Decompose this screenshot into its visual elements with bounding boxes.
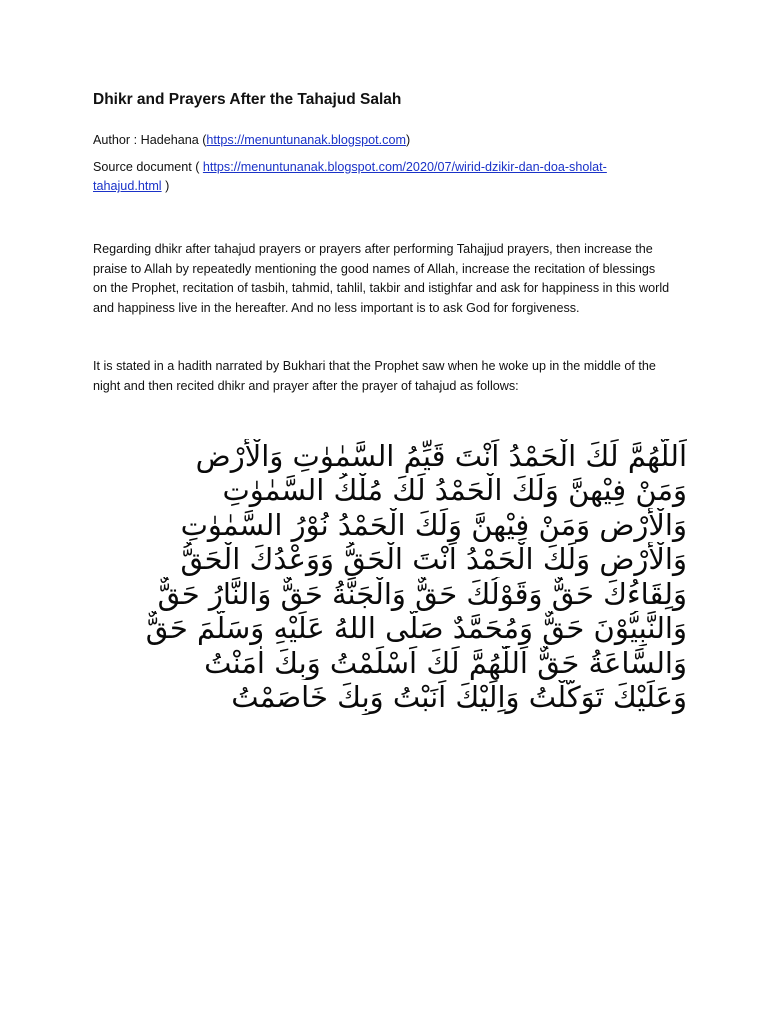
arabic-line-6: وَالنَّبِيُّوْنَ حَقٌّ وَمُحَمَّدٌ صَلَّى اللهُ عَلَيْهِ وَسَلَّمَ حَقٌّ xyxy=(145,611,687,646)
document-title: Dhikr and Prayers After the Tahajud Salah xyxy=(93,91,402,108)
intro-paragraph: Regarding dhikr after tahajud prayers or prayers after performing Tahajjud prayers, then increase the praise to Allah by repeatedly mentioning the good names of Allah, increase the recitation of blessings on the Prophet, recitation of tasbih, tahmid, tahlil, takbir and istighfar and ask for happiness in this world and happiness live in the hereafter. And no less important is to ask God for forgiveness. xyxy=(93,242,670,315)
arabic-line-4: وَالْأَرْضِ وَلَكَ الْحَمْدُ اَنْتَ الْحَقُّ وَوَعْدُكَ الْحَقُّ xyxy=(180,542,687,577)
arabic-line-1: اَللَّهُمَّ لَكَ الْحَمْدُ اَنْتَ قَيِّمُ السَّمٰوٰتِ وَالْأَرْضِ xyxy=(195,438,687,473)
arabic-line-7: وَالسَّاعَةُ حَقٌّ اَللّٰهُمَّ لَكَ اَسْلَمْتُ وَبِكَ اٰمَنْتُ xyxy=(204,645,687,680)
arabic-line-5: وَلِقَاءُكَ حَقٌّ وَقَوْلُكَ حَقٌّ وَالْجَنَّةُ حَقٌّ وَالنَّارُ حَقٌّ xyxy=(157,576,687,611)
hadith-paragraph: It is stated in a hadith narrated by Bukhari that the Prophet saw when he woke up in the middle of the night and then recited dhikr and prayer after the prayer of tahajud as follows: xyxy=(93,359,656,393)
author-prefix: Author : Hadehana ( xyxy=(93,133,207,147)
author-line xyxy=(93,131,672,150)
arabic-line-3: وَالْأَرْضِ وَمَنْ فِيْهِنَّ وَلَكَ الْحَمْدُ نُوْرُ السَّمٰوٰتِ xyxy=(180,507,687,542)
author-suffix: ) xyxy=(405,133,411,147)
source-line xyxy=(93,158,672,196)
source-prefix: Source document ( xyxy=(93,160,203,174)
arabic-line-2: وَمَنْ فِيْهِنَّ وَلَكَ الْحَمْدُ لَكَ مُلْكُ السَّمٰوٰتِ xyxy=(222,473,687,508)
arabic-line-8: وَعَلَيْكَ تَوَكَّلْتُ وَاِلَيْكَ اَنَبْتُ وَبِكَ خَاصَمْتُ xyxy=(231,680,687,715)
arabic-prayer-text xyxy=(103,439,687,715)
author-link[interactable]: https://menuntunanak.blogspot.com xyxy=(206,133,406,147)
source-link[interactable]: https://menuntunanak.blogspot.com/2020/07/wirid-dzikir-dan-doa-sholat-tahajud.html xyxy=(93,160,607,193)
source-suffix: ) xyxy=(161,179,170,193)
